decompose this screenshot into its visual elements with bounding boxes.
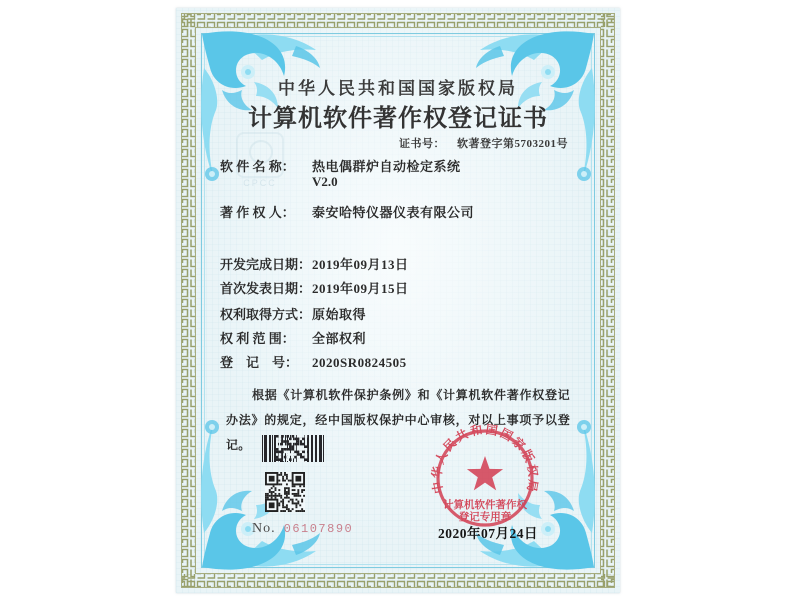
field-label: 开发完成日期：: [220, 257, 312, 272]
field-label: 软 件 名 称：: [220, 159, 295, 174]
field-value: 2019年09月13日: [312, 257, 409, 272]
certificate-number-value: 软著登字第5703201号: [457, 138, 568, 150]
registration-statement: 根据《计算机软件保护条例》和《计算机软件著作权登记办法》的规定，经中国版权保护中心审核，对以上事项予以登记。: [226, 388, 570, 452]
certificate-paper: [176, 8, 620, 593]
seal-arc-text: 中华人民共和国国家版权局: [429, 422, 541, 495]
field-label: 权利取得方式：: [220, 307, 312, 322]
serial-number-line: [252, 519, 353, 537]
certificate-content: [176, 8, 620, 593]
field-value: 原始取得: [312, 307, 367, 322]
field-row-dev-complete-date: [220, 254, 409, 273]
authority-name: 中华人民共和国国家版权局: [278, 79, 518, 98]
barcode: [262, 435, 324, 462]
field-row-rights-scope: [220, 328, 366, 347]
issue-date: 2020年07月24日: [438, 526, 538, 541]
field-value: 全部权利: [312, 331, 367, 346]
field-value: 热电偶群炉自动检定系统: [312, 159, 461, 174]
field-value: 2020SR0824505: [312, 355, 407, 370]
seal-line2: 登记专用章: [458, 512, 512, 523]
field-row-first-publish-date: [220, 278, 409, 297]
field-value: 泰安哈特仪器仪表有限公司: [312, 205, 475, 220]
field-label: 权 利 范 围：: [220, 331, 295, 346]
serial-prefix: No.: [252, 521, 276, 536]
field-label: 著 作 权 人：: [220, 205, 295, 220]
certificate-number-label: 证书号：: [399, 138, 445, 150]
qr-code: [265, 472, 305, 512]
field-row-software-name: [220, 156, 461, 175]
field-row-registration-number: [220, 352, 407, 371]
seal-star-icon: [467, 456, 503, 490]
software-version: V2.0: [312, 174, 338, 189]
official-seal: [425, 418, 545, 538]
field-row-copyright-owner: [220, 202, 474, 221]
cpcc-watermark-text: CPCC: [243, 178, 277, 188]
field-label: 首次发表日期：: [220, 281, 312, 296]
serial-number: 06107890: [283, 522, 354, 536]
certificate-number-line: [399, 135, 568, 151]
certificate-title: 计算机软件著作权登记证书: [248, 106, 548, 132]
field-label: 登 记 号：: [220, 355, 299, 370]
seal-line1: 计算机软件著作权: [443, 500, 527, 511]
field-value: 2019年09月15日: [312, 281, 409, 296]
field-row-acquisition-method: [220, 304, 366, 323]
